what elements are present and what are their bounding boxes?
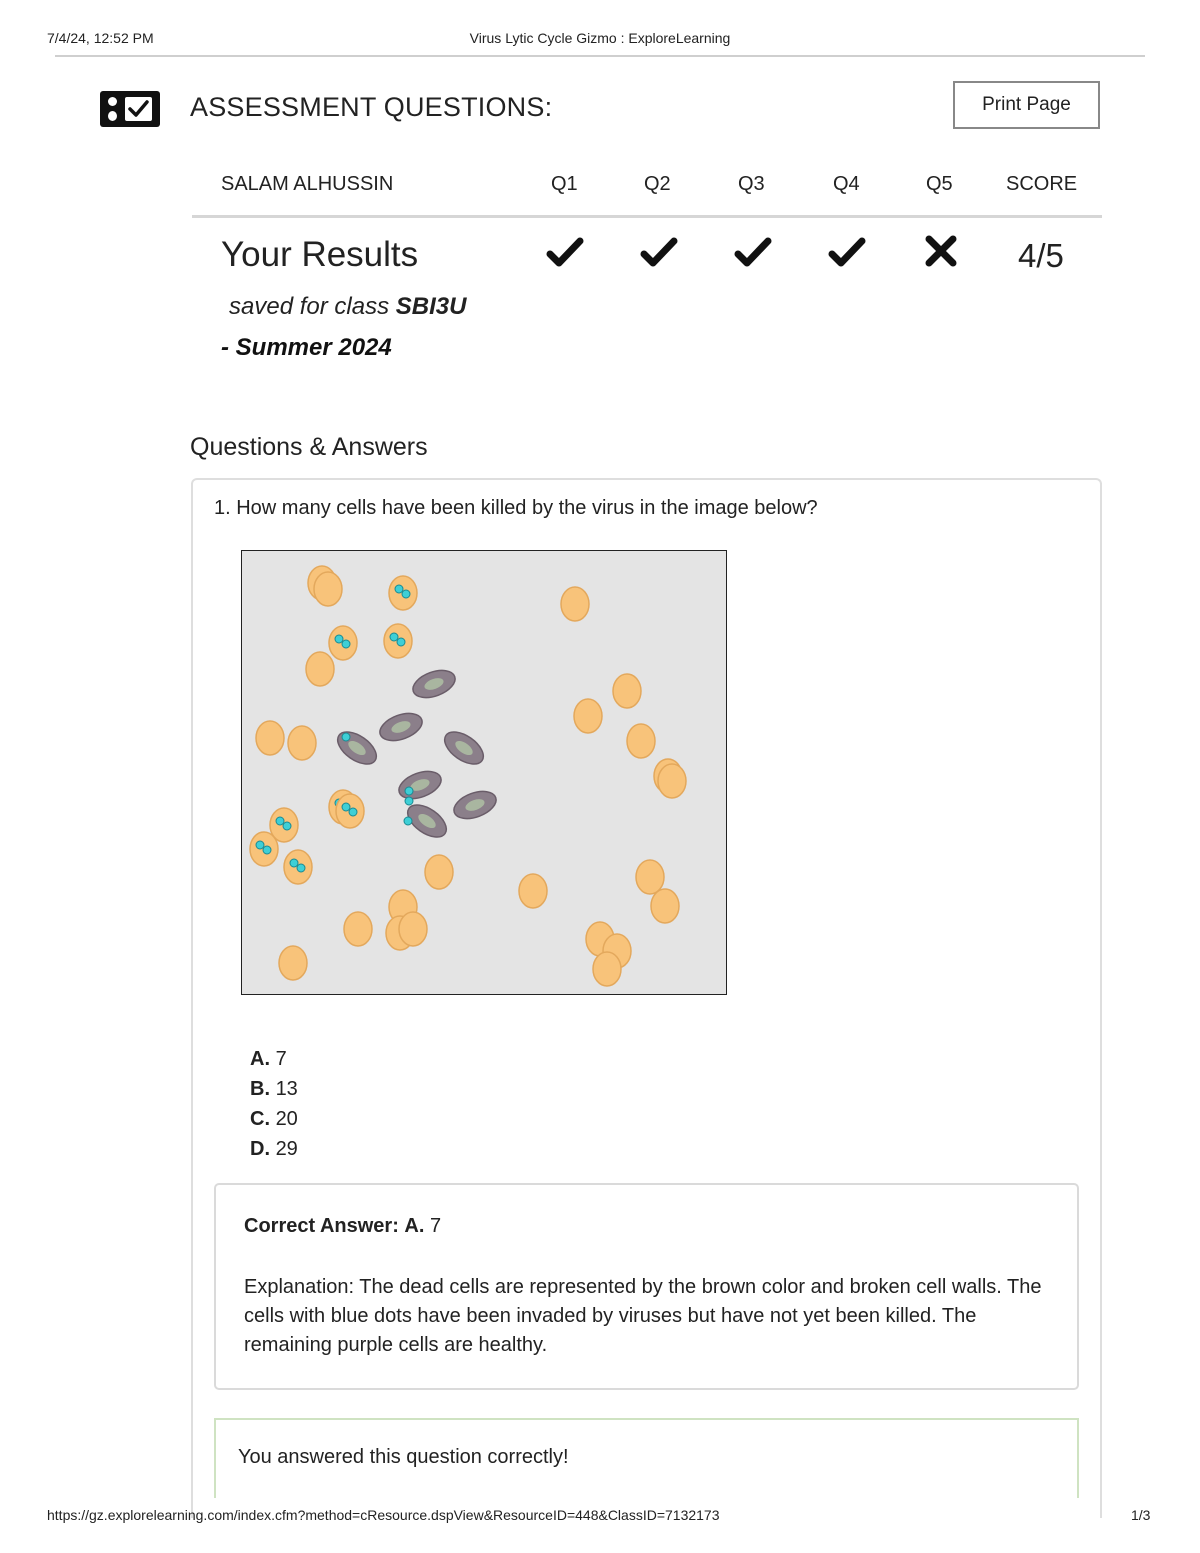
column-q5: Q5 <box>926 173 953 195</box>
healthy-cell <box>658 764 686 798</box>
option-value: 29 <box>275 1138 298 1160</box>
option-letter: D. <box>250 1138 270 1160</box>
option-d <box>250 1136 298 1166</box>
column-q4: Q4 <box>833 173 860 195</box>
student-name: SALAM ALHUSSIN <box>221 173 394 195</box>
healthy-cell <box>593 952 621 986</box>
print-datetime: 7/4/24, 12:52 PM <box>47 30 154 46</box>
virus-dot <box>405 797 413 805</box>
healthy-cell <box>399 912 427 946</box>
virus-dot <box>405 787 413 795</box>
healthy-cell <box>651 889 679 923</box>
healthy-cell <box>288 726 316 760</box>
answer-options <box>250 1046 298 1166</box>
virus-dot <box>342 640 350 648</box>
q1-check-icon <box>545 233 585 273</box>
assessment-title: ASSESSMENT QUESTIONS: <box>190 92 553 122</box>
correct-answer-letter: A. <box>404 1215 425 1237</box>
footer-page-number: 1/3 <box>1131 1507 1151 1523</box>
saved-prefix: saved for class <box>229 293 390 320</box>
option-letter: C. <box>250 1108 270 1130</box>
healthy-cell <box>306 652 334 686</box>
q2-check-icon <box>639 233 679 273</box>
virus-dot <box>390 633 398 641</box>
answer-explanation: Explanation: The dead cells are represented by the brown color and broken cell walls. The cells with blue dots have been invaded by viruses but have not yet been killed. The remaining purple cells are healthy. <box>244 1276 1042 1356</box>
virus-dot <box>404 817 412 825</box>
option-letter: A. <box>250 1048 270 1070</box>
option-value: 20 <box>275 1108 298 1130</box>
q5-cross-icon <box>921 233 961 273</box>
healthy-cell <box>613 674 641 708</box>
virus-dot <box>297 864 305 872</box>
saved-for-class <box>229 293 466 321</box>
option-a <box>250 1046 298 1076</box>
virus-dot <box>335 635 343 643</box>
healthy-cell <box>627 724 655 758</box>
correct-answer-label: Correct Answer: <box>244 1215 399 1237</box>
class-term: - Summer 2024 <box>221 334 392 361</box>
healthy-cell <box>561 587 589 621</box>
your-results-label: Your Results <box>221 235 419 274</box>
print-page-title: Virus Lytic Cycle Gizmo : ExploreLearning <box>469 30 731 46</box>
healthy-cell <box>636 860 664 894</box>
healthy-cell <box>574 699 602 733</box>
virus-dot <box>263 846 271 854</box>
score-value: 4/5 <box>1018 237 1064 274</box>
column-q2: Q2 <box>644 173 671 195</box>
option-letter: B. <box>250 1078 270 1100</box>
print-header <box>0 30 1200 50</box>
virus-dot <box>342 733 350 741</box>
footer-url: https://gz.explorelearning.com/index.cfm?method=cResource.dspView&ResourceID=448&ClassID=7132173 <box>47 1507 720 1523</box>
option-value: 13 <box>275 1078 298 1100</box>
score-divider <box>192 215 1102 218</box>
column-score: SCORE <box>1006 173 1078 195</box>
virus-dot <box>402 590 410 598</box>
q4-check-icon <box>827 233 867 273</box>
virus-dot <box>395 585 403 593</box>
column-q1: Q1 <box>551 173 578 195</box>
healthy-cell <box>256 721 284 755</box>
result-message: You answered this question correctly! <box>238 1446 569 1468</box>
virus-dot <box>290 859 298 867</box>
healthy-cell <box>519 874 547 908</box>
virus-dot <box>256 841 264 849</box>
qa-section-title: Questions & Answers <box>190 433 428 461</box>
healthy-cell <box>425 855 453 889</box>
cell-simulation-image <box>241 550 727 995</box>
cell-simulation-svg <box>242 551 726 994</box>
column-q3: Q3 <box>738 173 765 195</box>
correct-answer <box>244 1215 441 1238</box>
option-value: 7 <box>275 1048 287 1070</box>
healthy-cell <box>314 572 342 606</box>
score-table-header <box>0 173 1200 203</box>
option-b <box>250 1076 298 1106</box>
correct-answer-value: 7 <box>429 1215 442 1237</box>
healthy-cell <box>344 912 372 946</box>
header-divider <box>55 55 1145 57</box>
virus-dot <box>397 638 405 646</box>
virus-dot <box>283 822 291 830</box>
virus-dot <box>276 817 284 825</box>
virus-dot <box>349 808 357 816</box>
virus-dot <box>342 803 350 811</box>
healthy-cell <box>279 946 307 980</box>
assessment-icon <box>100 91 160 127</box>
question-text: 1. How many cells have been killed by the virus in the image below? <box>214 497 818 519</box>
print-page-button[interactable]: Print Page <box>953 81 1100 129</box>
option-c <box>250 1106 298 1136</box>
q3-check-icon <box>733 233 773 273</box>
class-name: SBI3U <box>395 293 467 320</box>
